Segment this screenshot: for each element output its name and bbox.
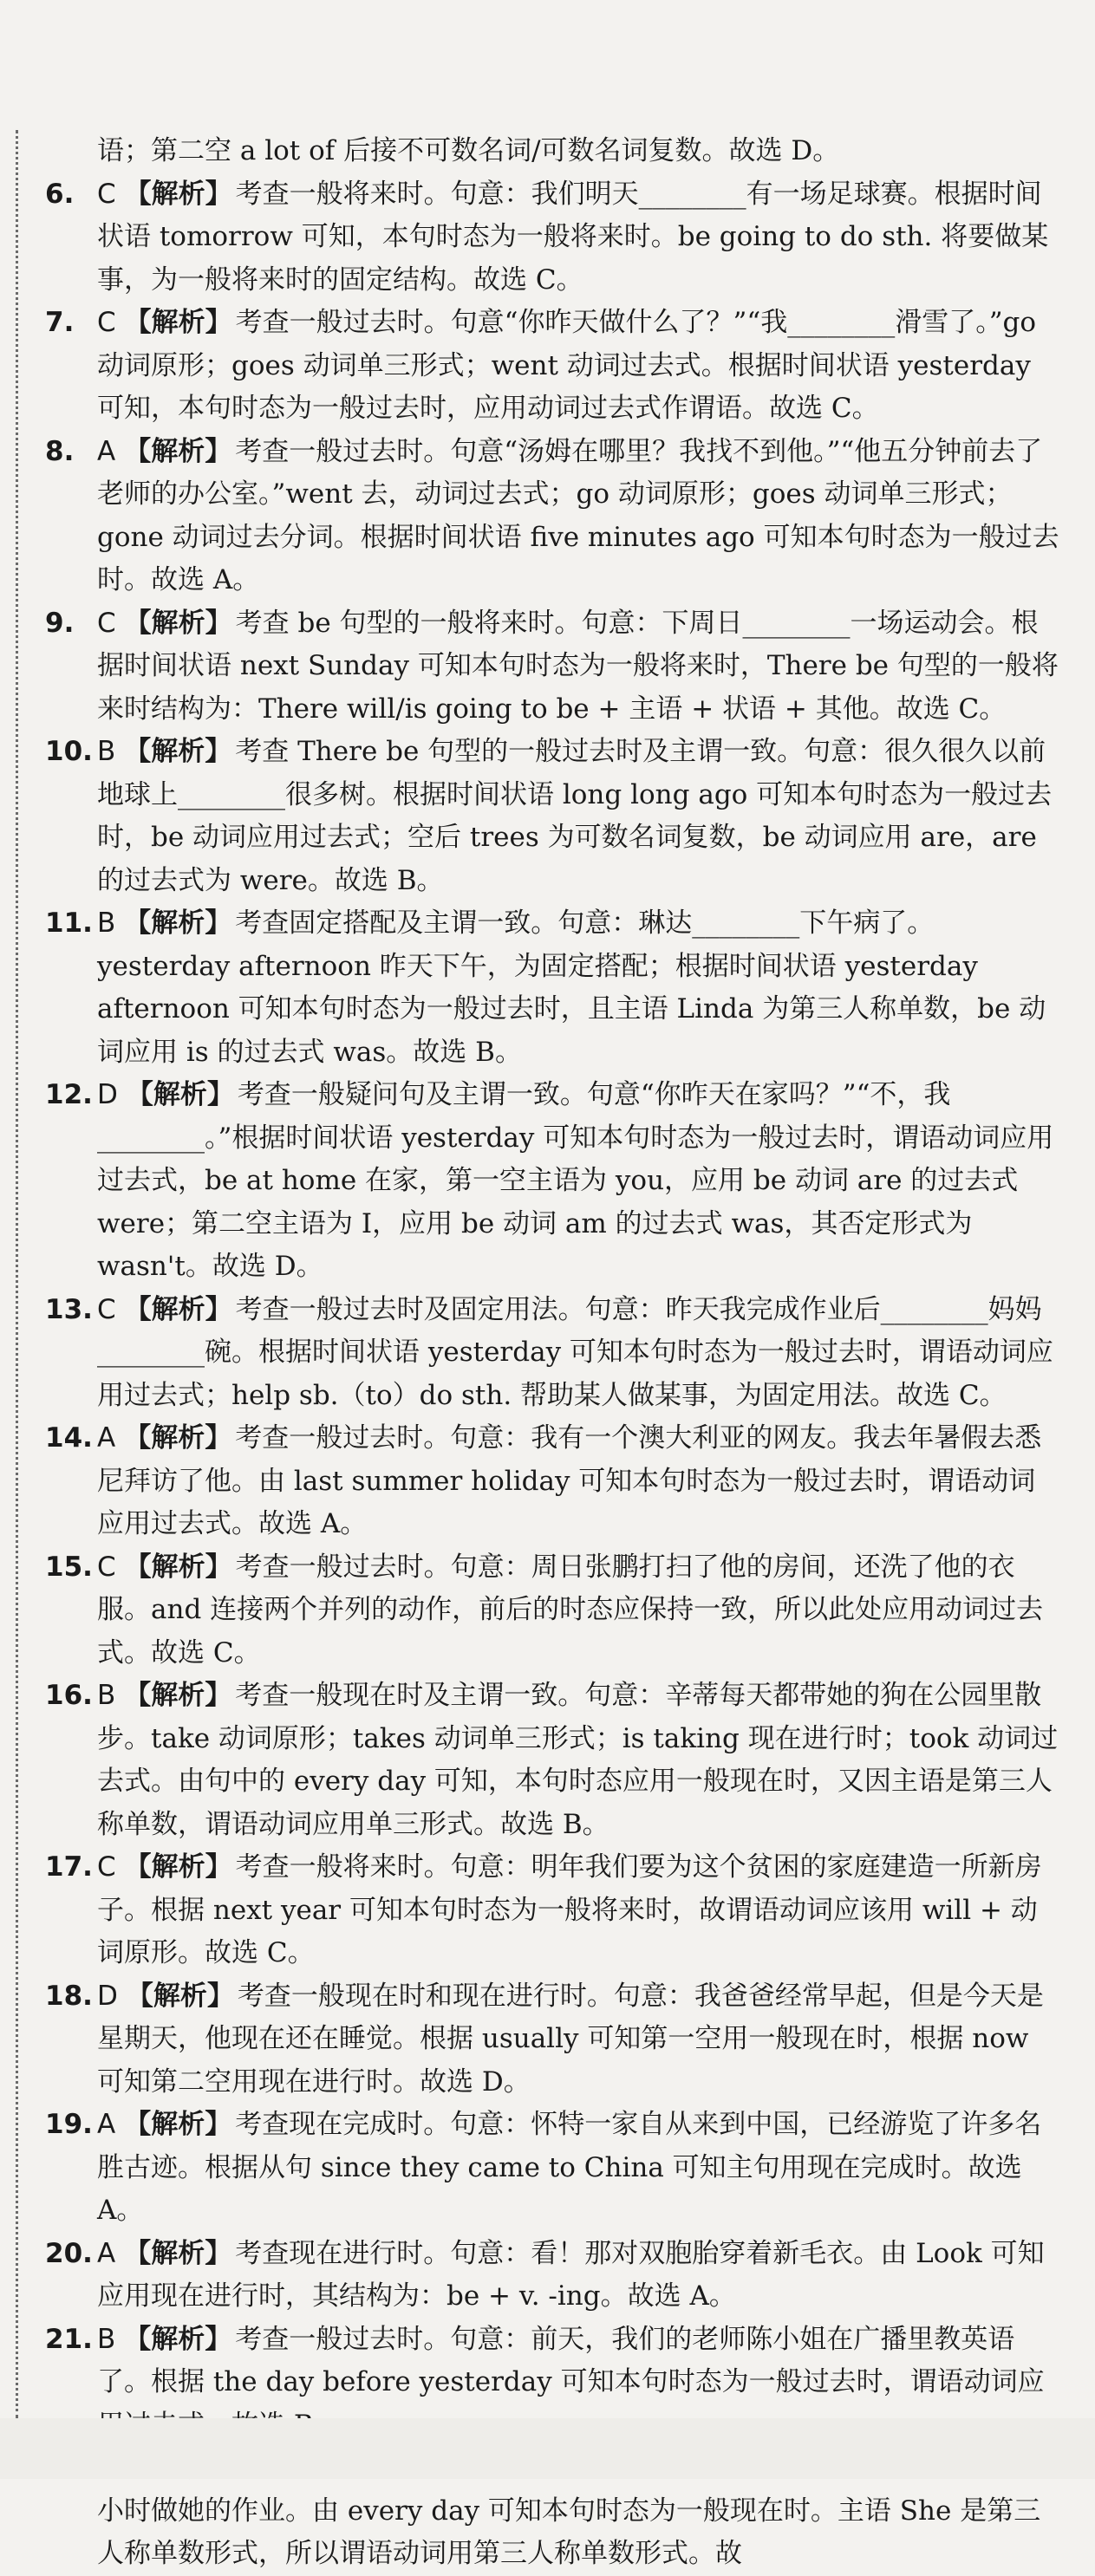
item-number: 20. bbox=[45, 2237, 93, 2269]
item-number: 9. bbox=[45, 607, 75, 639]
item-number: 19. bbox=[45, 2109, 93, 2140]
analysis-tag: 【解析】 bbox=[124, 307, 232, 338]
answer-item bbox=[45, 1546, 1059, 1675]
page-bottom-margin bbox=[0, 2418, 1095, 2479]
answer-choice: C bbox=[97, 178, 116, 210]
explanation-text: 考查一般过去时。句意：周日张鹏打扫了他的房间，还洗了他的衣服。and 连接两个并列的动作，前后的时态应保持一致，所以此处应用动词过去式。故选 C。 bbox=[97, 1551, 1044, 1669]
analysis-tag: 【解析】 bbox=[124, 2323, 232, 2355]
explanation-text: 小时做她的作业。由 every day 可知本句时态为一般现在时。主语 She 是第三人称单数形式，所以谓语动词用第三人称单数形式。故 bbox=[97, 2495, 1041, 2569]
explanation-text: 考查现在进行时。句意：看！那对双胞胎穿着新毛衣。由 Look 可知应用现在进行时，其结构为：be + v. -ing。故选 A。 bbox=[97, 2237, 1045, 2312]
explanation-text: 考查一般将来时。句意：明年我们要为这个贫困的家庭建造一所新房子。根据 next year 可知本句时态为一般将来时，故谓语动词应该用 will + 动词原形。故选 C。 bbox=[97, 1851, 1042, 1968]
answer-item bbox=[45, 1675, 1059, 1846]
answer-choice: C bbox=[97, 1551, 116, 1583]
previous-item-continuation: 语；第二空 a lot of 后接不可数名词/可数名词复数。故选 D。 bbox=[97, 135, 840, 166]
answer-choice: A bbox=[97, 1422, 116, 1454]
answer-item bbox=[45, 1417, 1059, 1546]
answer-choice: C bbox=[97, 1851, 116, 1883]
answer-choice: B bbox=[97, 736, 116, 767]
answer-item bbox=[45, 1975, 1059, 2104]
item-number: 21. bbox=[45, 2323, 93, 2355]
analysis-tag: 【解析】 bbox=[124, 736, 232, 767]
answer-item bbox=[45, 1846, 1059, 1975]
answer-item bbox=[45, 1074, 1059, 1289]
analysis-tag: 【解析】 bbox=[126, 1980, 234, 2012]
explanation-text: 考查 There be 句型的一般过去时及主谓一致。句意：很久很久以前地球上________很多树。根据时间状语 long long ago 可知本句时态为一般过去时，be 动词应用过去式；空后 trees 为可数名词复数，be 动词应用 are，are 的过去式为 were。故选 B。 bbox=[97, 736, 1053, 896]
item-number: 16. bbox=[45, 1680, 93, 1711]
answer-choice: C bbox=[97, 607, 116, 639]
answer-choice: C bbox=[97, 307, 116, 338]
explanation-text: 考查一般将来时。句意：我们明天________有一场足球赛。根据时间状语 tomorrow 可知，本句时态为一般将来时。be going to do sth. 将要做某事，为一般将来时的固定结构。故选 C。 bbox=[97, 178, 1049, 296]
answer-item bbox=[45, 173, 1059, 302]
answer-list bbox=[45, 173, 1059, 2576]
explanation-text: 考查一般过去时。句意“你昨天做什么了？”“我________滑雪了。”go 动词原形；goes 动词单三形式；went 动词过去式。根据时间状语 yesterday 可知，本句时态为一般过去时，应用动词过去式作谓语。故选 C。 bbox=[97, 307, 1037, 424]
item-number: 7. bbox=[45, 307, 75, 338]
answer-choice: D bbox=[97, 1980, 118, 2012]
analysis-tag: 【解析】 bbox=[124, 1551, 232, 1583]
explanation-text: 考查一般现在时和现在进行时。句意：我爸爸经常早起，但是今天是星期天，他现在还在睡觉。根据 usually 可知第一空用一般现在时，根据 now 可知第二空用现在进行时。故选 D。 bbox=[97, 1980, 1044, 2098]
analysis-tag: 【解析】 bbox=[126, 1079, 234, 1110]
analysis-tag: 【解析】 bbox=[124, 1680, 232, 1711]
analysis-tag: 【解析】 bbox=[124, 2109, 232, 2140]
answer-choice: B bbox=[97, 2323, 116, 2355]
explanation-text: 考查现在完成时。句意：怀特一家自从来到中国，已经游览了许多名胜古迹。根据从句 since they came to China 可知主句用现在完成时。故选 A。 bbox=[97, 2109, 1042, 2226]
answer-item bbox=[45, 1289, 1059, 1418]
answer-choice: D bbox=[97, 1079, 118, 1110]
answer-item bbox=[45, 302, 1059, 431]
analysis-tag: 【解析】 bbox=[124, 178, 232, 210]
explanation-text: 考查一般现在时及主谓一致。句意：辛蒂每天都带她的狗在公园里散步。take 动词原形；takes 动词单三形式；is taking 现在进行时；took 动词过去式。由句中的 every day 可知，本句时态应用一般现在时，又因主语是第三人称单数，谓语动词应用单三形式。故选 B。 bbox=[97, 1680, 1059, 1840]
item-number: 12. bbox=[45, 1079, 93, 1110]
analysis-tag: 【解析】 bbox=[124, 607, 232, 639]
item-number: 10. bbox=[45, 736, 93, 767]
answer-choice: A bbox=[97, 2109, 116, 2140]
answer-item bbox=[45, 2104, 1059, 2233]
explanation-text: 考查一般过去时。句意：我有一个澳大利亚的网友。我去年暑假去悉尼拜访了他。由 last summer holiday 可知本句时态为一般过去时，谓语动词应用过去式。故选 A。 bbox=[97, 1422, 1042, 1539]
explanation-text: 考查一般疑问句及主谓一致。句意“你昨天在家吗？”“不，我________。”根据时间状语 yesterday 可知本句时态为一般过去时，谓语动词应用过去式，be at home 在家，第一空主语为 you，应用 be 动词 are 的过去式 were；第二空主语为 I，应用 be 动词 am 的过去式 was，其否定形式为 wasn't。故选 D。 bbox=[97, 1079, 1054, 1282]
analysis-tag: 【解析】 bbox=[124, 907, 232, 939]
answer-item bbox=[45, 2233, 1059, 2319]
analysis-tag: 【解析】 bbox=[124, 1851, 232, 1883]
answer-item bbox=[45, 902, 1059, 1074]
item-number: 15. bbox=[45, 1551, 93, 1583]
item-number: 11. bbox=[45, 907, 93, 939]
answer-explanations bbox=[45, 130, 1059, 2576]
answer-item bbox=[45, 431, 1059, 602]
answer-item bbox=[45, 602, 1059, 732]
answer-item bbox=[45, 731, 1059, 902]
explanation-text: 考查一般过去时及固定用法。句意：昨天我完成作业后________妈妈________碗。根据时间状语 yesterday 可知本句时态为一般过去时，谓语动词应用过去式；help sb.（to）do sth. 帮助某人做某事，为固定用法。故选 C。 bbox=[97, 1293, 1053, 1411]
answer-choice: A bbox=[97, 435, 116, 467]
item-number: 18. bbox=[45, 1980, 93, 2012]
answer-choice: B bbox=[97, 1680, 116, 1711]
analysis-tag: 【解析】 bbox=[124, 1422, 232, 1454]
answer-choice: C bbox=[97, 1293, 116, 1325]
explanation-text: 考查一般过去时。句意“汤姆在哪里？我找不到他。”“他五分钟前去了老师的办公室。”went 去，动词过去式；go 动词原形；goes 动词单三形式；gone 动词过去分词。根据时间状语 five minutes ago 可知本句时态为一般过去时。故选 A。 bbox=[97, 435, 1059, 595]
answer-choice: B bbox=[97, 907, 116, 939]
dotted-margin-rule bbox=[16, 130, 18, 2418]
item-number: 13. bbox=[45, 1293, 93, 1325]
answer-choice: A bbox=[97, 2237, 116, 2269]
analysis-tag: 【解析】 bbox=[124, 1293, 232, 1325]
item-number: 6. bbox=[45, 178, 75, 210]
item-number: 14. bbox=[45, 1422, 93, 1454]
analysis-tag: 【解析】 bbox=[124, 2237, 232, 2269]
item-number: 17. bbox=[45, 1851, 93, 1883]
analysis-tag: 【解析】 bbox=[124, 435, 232, 467]
explanation-text: 考查 be 句型的一般将来时。句意：下周日________一场运动会。根据时间状语 next Sunday 可知本句时态为一般将来时，There be 句型的一般将来时结构为：There will/is going to be + 主语 + 状语 + 其他。故选 C。 bbox=[97, 607, 1059, 725]
explanation-text: 考查固定搭配及主谓一致。句意：琳达________下午病了。yesterday afternoon 昨天下午，为固定搭配；根据时间状语 yesterday afternoon 可知本句时态为一般过去时，且主语 Linda 为第三人称单数，be 动词应用 is 的过去式 was。故选 B。 bbox=[97, 907, 1046, 1068]
explanation-text: 考查一般过去时。句意：前天，我们的老师陈小姐在广播里教英语了。根据 the day before yesterday 可知本句时态为一般过去时，谓语动词应 bbox=[97, 2323, 1045, 2397]
item-number: 8. bbox=[45, 435, 75, 467]
